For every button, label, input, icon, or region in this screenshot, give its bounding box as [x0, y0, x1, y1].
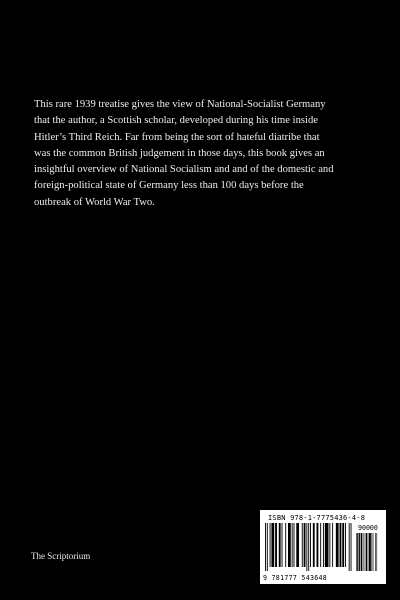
barcode-bar [345, 523, 346, 567]
barcode-bar [267, 523, 268, 571]
barcode-bar [304, 523, 306, 567]
barcode-bar [270, 523, 271, 567]
isbn-barcode [260, 510, 386, 584]
barcode-bar [375, 533, 376, 571]
barcode-bar [351, 523, 352, 571]
barcode-bar [320, 523, 321, 567]
barcode-bar [373, 533, 374, 571]
barcode-bar [359, 533, 360, 571]
barcode-bar [323, 523, 324, 567]
blurb-line: insightful overview of National Socialism and and of the domestic and [34, 164, 334, 176]
blurb-line: that the author, a Scottish scholar, developed during his time inside [34, 115, 318, 127]
blurb-line: Hitler’s Third Reich. Far from being the sort of hateful diatribe that [34, 131, 320, 143]
barcode-bar [376, 533, 377, 571]
blurb-line: outbreak of World War Two. [34, 196, 155, 208]
barcode-bar [349, 523, 350, 571]
barcode-bar [288, 523, 291, 567]
barcode-bar [275, 523, 277, 567]
blurb-line: was the common British judgement in those days, this book gives an [34, 147, 325, 159]
barcode-bar [332, 523, 333, 567]
barcode-bar [285, 523, 286, 567]
price-addon-bars [356, 533, 382, 580]
barcode-bar [366, 533, 367, 571]
barcode-bar [336, 523, 339, 567]
barcode-bar [279, 523, 281, 567]
barcode-bar [308, 523, 309, 571]
barcode-bar [357, 533, 358, 571]
barcode-bar [365, 533, 366, 571]
blurb-line: This rare 1939 treatise gives the view of National-Socialist Germany [34, 99, 326, 110]
barcode-bar [296, 523, 299, 567]
barcode-bar [356, 533, 357, 571]
barcode-bar [265, 523, 266, 571]
barcode-bar [302, 523, 303, 567]
barcode-bar [372, 533, 373, 571]
blurb-text [34, 97, 374, 211]
ean-digits: 9 781777 543648 [263, 574, 328, 582]
barcode-bar [282, 523, 283, 567]
barcode-bar [325, 523, 329, 567]
blurb-line: foreign-political state of Germany less than 100 days before the [34, 180, 304, 192]
price-addon-digits: 90000 [358, 524, 378, 532]
barcode-bar [329, 523, 330, 567]
barcode-bar [310, 523, 311, 567]
barcode-bar [313, 523, 315, 567]
barcode-bar [369, 533, 371, 571]
barcode-bar [361, 533, 362, 571]
barcode-bar [340, 523, 342, 567]
barcode-bar [292, 523, 293, 567]
barcode-bar [363, 533, 364, 571]
ean-barcode-bars [265, 523, 353, 573]
isbn-label: ISBN 978-1-7775436-4-8 [268, 514, 366, 522]
barcode-bar [317, 523, 319, 567]
barcode-bar [368, 533, 369, 571]
publisher-name: The Scriptorium [31, 551, 91, 561]
barcode-bar [294, 523, 295, 567]
barcode-bar [306, 523, 307, 571]
barcode-bar [342, 523, 344, 567]
barcode-bar [271, 523, 274, 567]
